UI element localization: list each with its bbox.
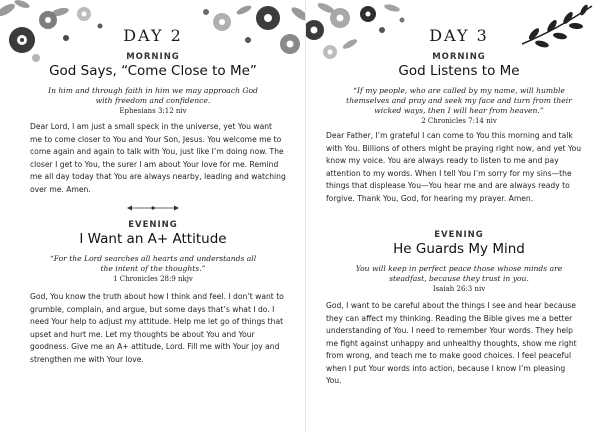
scripture-quote: In him and through faith in him we may approach God with freedom and confidence. bbox=[48, 86, 258, 105]
prayer-text: Dear Lord, I am just a small speck in the universe, yet You want me to come closer to You and Your Son, Jesus. You welcome me to come again and again to talk with You, just like I’m doing now. The closer I get to You, the surer I am about Your love for me. Remind me all day today that You are always nearby, leading and watching over me. Amen. bbox=[30, 122, 286, 194]
right-page bbox=[306, 0, 612, 432]
scripture-reference: 2 Chronicles 7:14 niv bbox=[421, 117, 497, 125]
devotion-title: He Guards My Mind bbox=[393, 241, 525, 257]
devotion-title: God Listens to Me bbox=[398, 63, 520, 79]
section-label: EVENING bbox=[128, 220, 178, 230]
scripture-quote: “For the Lord searches all hearts and understands all the intent of the thoughts.” bbox=[49, 254, 257, 273]
section-label: EVENING bbox=[434, 230, 484, 240]
scripture-quote: You will keep in perfect peace those whose minds are steadfast, because they trust in you. bbox=[355, 264, 563, 283]
prayer-text: Dear Father, I’m grateful I can come to You this morning and talk with You. Billions of others might be praying right now, and yet You know my voice. You are always ready to listen to me and pay attention to my words. When I tell You I’m sorry for my sins—the things that displease You—You hear me and are always ready to forgive. Thank You, God, for hearing my prayer. Amen. bbox=[326, 131, 582, 203]
scripture-reference: 1 Chronicles 28:9 nkjv bbox=[113, 275, 193, 283]
scripture-reference: Ephesians 3:12 niv bbox=[119, 107, 187, 115]
devotion-title: God Says, “Come Close to Me” bbox=[49, 63, 257, 79]
arrow-divider-icon bbox=[127, 204, 179, 212]
evening-devotion bbox=[306, 230, 612, 293]
prayer-text: God, I want to be careful about the things I see and hear because they can affect my thinking. Reading the Bible gives me a better understanding of You. I need to remember Your words. They help me fight against unhappy and unhealthy thoughts, show me right from wrong, and teach me to make good choices. I feel peaceful when I put Your words into action, because I know I’m pleasing You. bbox=[326, 301, 577, 385]
morning-devotion bbox=[0, 52, 306, 115]
section-label: MORNING bbox=[432, 52, 486, 62]
day-title: DAY 3 bbox=[429, 26, 489, 45]
prayer-text: God, You know the truth about how I think and feel. I don’t want to grumble, complain, and argue, but some days that’s what I do. I need Your help to adjust my attitude. Help me let go of things that upset and hurt me. Let my thoughts be about You and Your goodness. Give me an A+ attitude, Lord. Fill me with Your joy and strengthen me with Your love. bbox=[30, 292, 284, 364]
section-label: MORNING bbox=[126, 52, 180, 62]
flower-icon bbox=[360, 6, 376, 22]
evening-devotion bbox=[0, 220, 306, 283]
morning-devotion bbox=[306, 52, 612, 125]
scripture-quote: “If my people, who are called by my name, will humble themselves and pray and seek my face and turn from their wicked ways, then I will hear from heaven.” bbox=[346, 86, 572, 115]
devotion-title: I Want an A+ Attitude bbox=[79, 231, 227, 247]
scripture-reference: Isaiah 26:3 niv bbox=[432, 285, 486, 293]
flower-icon bbox=[330, 8, 350, 28]
day-title: DAY 2 bbox=[123, 26, 183, 45]
flower-icon bbox=[77, 7, 91, 21]
